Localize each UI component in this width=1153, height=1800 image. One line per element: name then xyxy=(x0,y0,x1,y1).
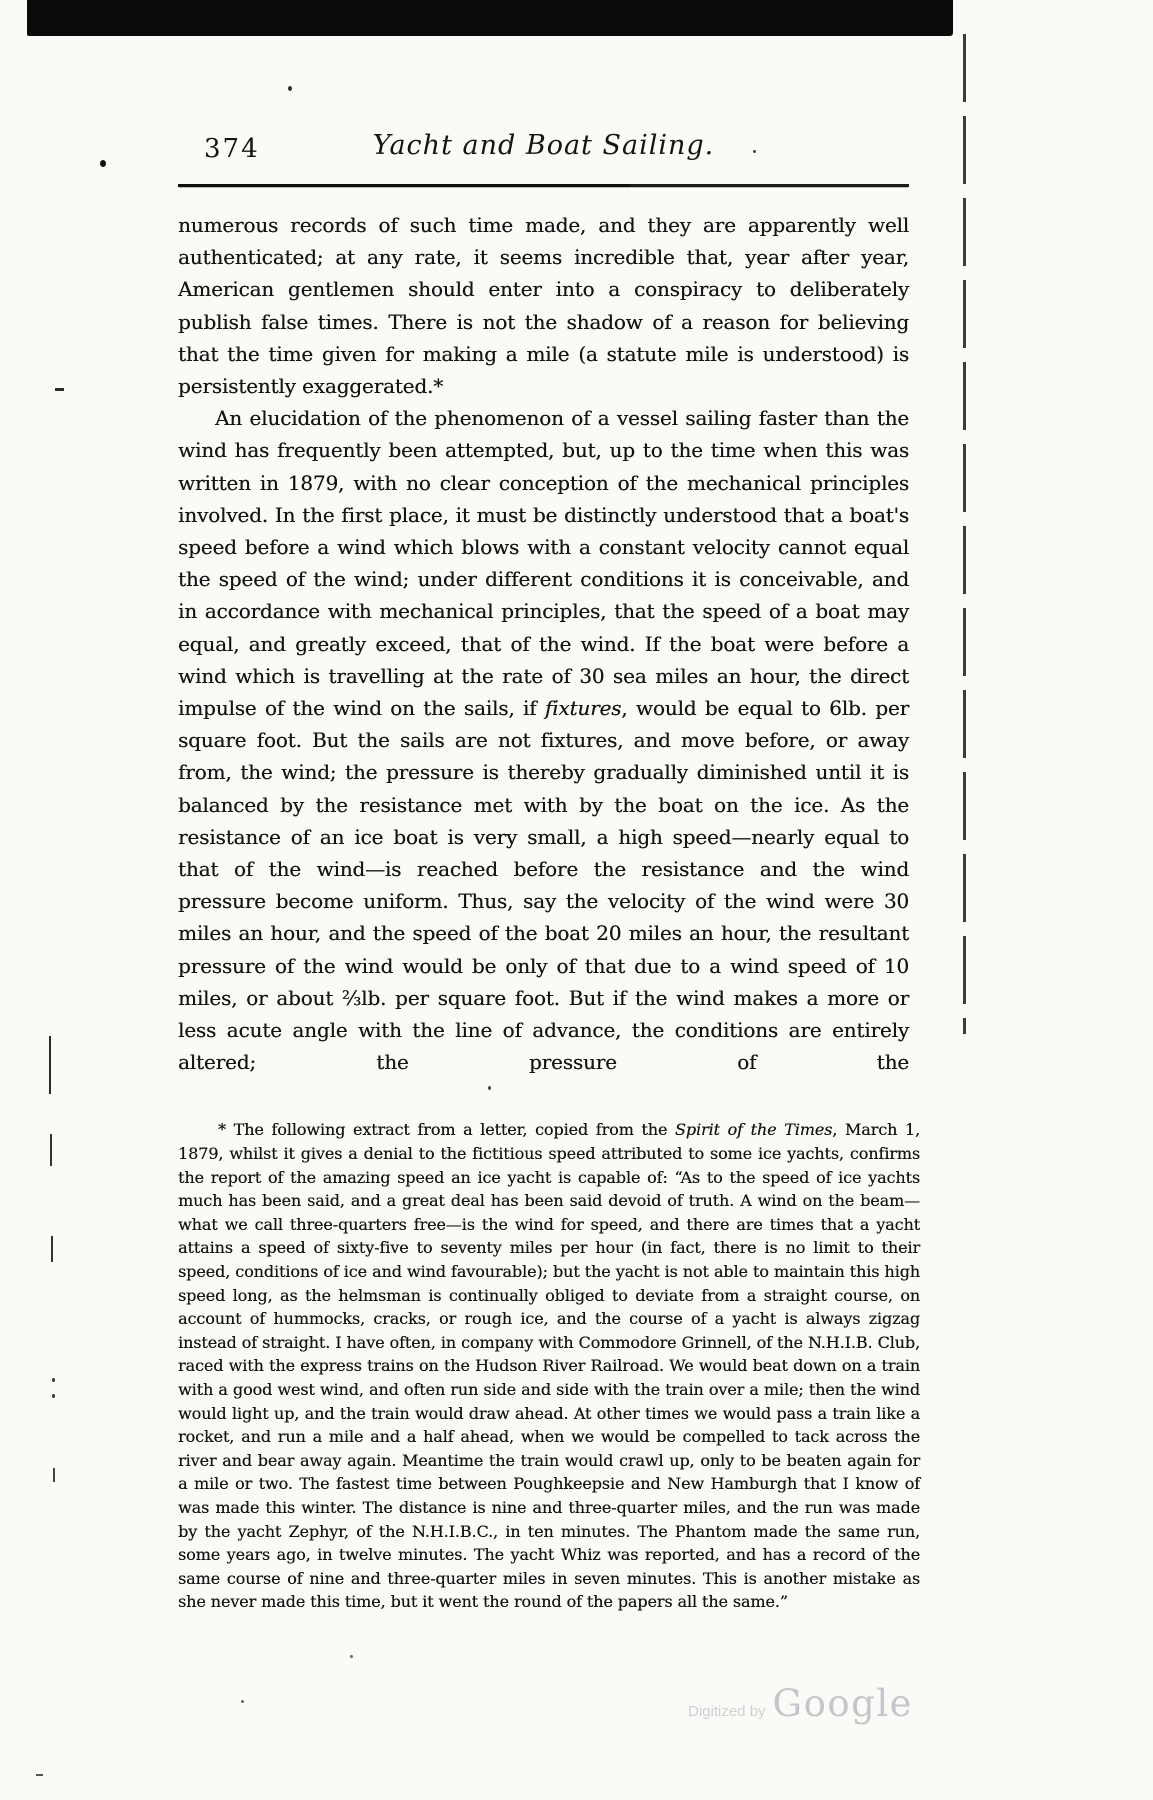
digitized-by-label: Digitized by xyxy=(688,1703,766,1720)
scan-artifact xyxy=(288,86,292,91)
footnote-paragraph xyxy=(178,1118,920,1613)
running-title: Yacht and Boat Sailing. xyxy=(372,130,715,161)
italic-word-fixtures: fixtures xyxy=(544,696,622,721)
paragraph-text: numerous records of such time made, and they are apparently well authenticated; at any rate, it seems incredible that, year after year, American gentlemen should enter into a conspiracy to deliberately publish false times. There is not the shadow of a reason for believing that the time given for making a mile (a statute mile is understood) is persistently exaggerated.* xyxy=(178,213,909,399)
scan-artifact xyxy=(51,1236,53,1262)
footnote-text: * The following extract from a letter, copied from the xyxy=(218,1120,675,1140)
scan-artifact xyxy=(49,1036,51,1094)
scan-edge-right-line xyxy=(963,34,966,1034)
paragraph-elucidation xyxy=(178,402,909,1078)
paragraph-continuation xyxy=(178,209,909,402)
page-content xyxy=(178,128,920,1614)
scan-artifact xyxy=(350,1655,353,1658)
scan-edge-top-bar xyxy=(27,0,953,36)
page-header xyxy=(178,128,909,174)
paragraph-text: , would be equal to 6lb. per square foot. But the sails are not fixtures, and move before, or away from, the wind; the pressure is thereby gradually diminished until it is balanced by the resistance met with by the boat on the ice. As the resistance of an ice boat is very small, a high speed—nearly equal to that of the wind—is reached before the resistance and the wind pressure become uniform. Thus, say the velocity of the wind were 30 miles an hour, and the speed of the boat 20 miles an hour, the resultant pressure of the wind would be only of that due to a wind speed of 10 miles, or about ⅔lb. per square foot. But if the wind makes a more or less acute angle with the line of advance, the conditions are entirely altered; the pressure of the xyxy=(178,696,909,1075)
body-text xyxy=(178,209,909,1078)
scan-artifact xyxy=(55,388,64,391)
google-logo: Google xyxy=(772,1682,914,1725)
footnote xyxy=(178,1118,920,1613)
scan-artifact xyxy=(100,160,106,167)
scan-artifact xyxy=(52,1378,55,1382)
scan-artifact xyxy=(36,1774,43,1776)
scan-artifact xyxy=(50,1134,52,1166)
scan-artifact xyxy=(53,1468,55,1482)
scan-artifact xyxy=(52,1394,55,1398)
paragraph-text: An elucidation of the phenomenon of a vessel sailing faster than the wind has frequently been attempted, but, up to the time when this was written in 1879, with no clear conception of the mechanical principles involved. In the first place, it must be distinctly understood that a boat's speed before a wind which blows with a constant velocity cannot equal the speed of the wind; under different conditions it is conceivable, and in accordance with mechanical principles, that the speed of a boat may equal, and greatly exceed, that of the wind. If the boat were before a wind which is travelling at the rate of 30 sea miles an hour, the direct impulse of the wind on the sails, if xyxy=(178,406,909,721)
page-number: 374 xyxy=(204,134,260,164)
header-rule xyxy=(178,184,909,187)
italic-spirit-of-the-times: Spirit of the Times xyxy=(674,1120,833,1140)
google-watermark xyxy=(688,1682,913,1725)
footnote-text: , March 1, 1879, whilst it gives a denial to the fictitious speed attributed to some ice yachts, confirms the report of the amazing speed an ice yacht is capable of: “As to the speed of ice yachts much has been said, and a great deal has been said devoid of truth. A wind on the beam—what we call three-quarters free—is the wind for speed, and there are times that a yacht attains a speed of sixty-five to seventy miles per hour (in fact, there is no limit to their speed, conditions of ice and wind favourable); but the yacht is not able to maintain this high speed long, as the helmsman is continually obliged to deviate from a straight course, on account of hummocks, cracks, or rough ice, and the course of a yacht is always zigzag instead of straight. I have often, in company with Commodore Grinnell, of the N.H.I.B. Club, raced with the express trains on the Hudson River Railroad. We would beat down on a train with a good west wind, and often run side and side with the train over a mile; then the wind would light up, and the train would draw ahead. At other times we would pass a train like a rocket, and run a mile and a half ahead, when we would be compelled to tack across the river and bear away again. Meantime the train would crawl up, only to be beaten again for a mile or two. The fastest time between Poughkeepsie and New Hamburgh that I know of was made this winter. The distance is nine and three-quarter miles, and the run was made by the yacht Zephyr, of the N.H.I.B.C., in ten minutes. The Phantom made the same run, some years ago, in twelve minutes. The yacht Whiz was reported, and has a record of the same course of nine and three-quarter miles in seven minutes. This is another mistake as she never made this time, but it went the round of the papers all the same.” xyxy=(178,1120,920,1612)
scan-artifact xyxy=(241,1700,244,1703)
